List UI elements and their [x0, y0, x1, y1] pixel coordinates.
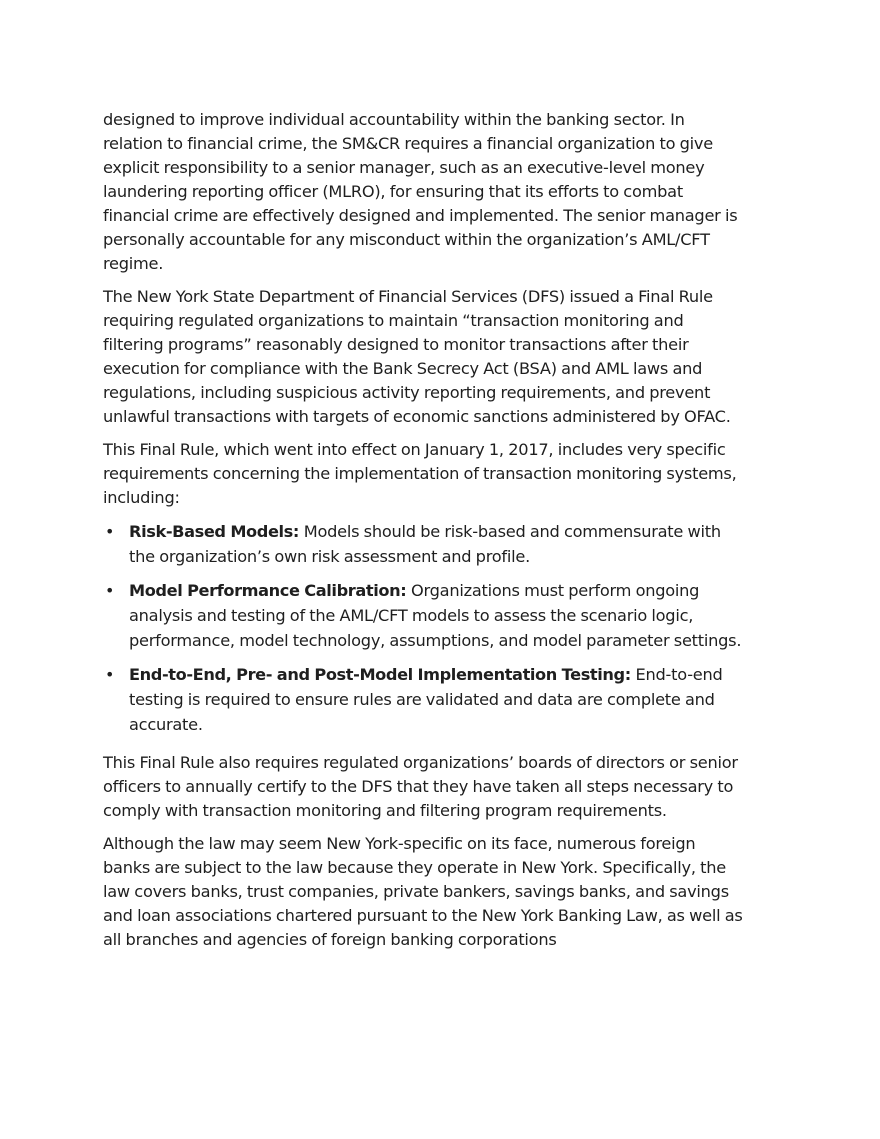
list-item-text: Organizations must perform ongoing analysis and testing of the AML/CFT models to assess the scenario logic, performance, model technology, assumptions, and model parameter settings. [129, 581, 742, 650]
paragraph-foreign-banks: Although the law may seem New York-specific on its face, numerous foreign banks are subject to the law because they operate in New York. Specifically, the law covers banks, trust companies, private bankers, savings banks, and savings and loan associations chartered pursuant to the New York Banking Law, as well as all branches and agencies of foreign banking corporations [103, 834, 743, 949]
list-item-model-performance-calibration [103, 578, 743, 653]
list-item-text: End-to-end testing is required to ensure rules are validated and data are complete and accurate. [129, 665, 723, 734]
bullet-icon: • [105, 665, 115, 684]
list-item-term: End-to-End, Pre- and Post-Model Implementation Testing: [129, 665, 636, 684]
requirements-list [103, 519, 743, 737]
document-page [103, 108, 743, 961]
bullet-icon: • [105, 522, 115, 541]
bullet-icon: • [105, 581, 115, 600]
paragraph-board-certification: This Final Rule also requires regulated organizations’ boards of directors or senior officers to annually certify to the DFS that they have taken all steps necessary to comply with transaction monitoring and filtering program requirements. [103, 753, 738, 820]
list-item-term: Risk-Based Models: [129, 522, 304, 541]
paragraph-dfs-final-rule: The New York State Department of Financial Services (DFS) issued a Final Rule requiring regulated organizations to maintain “transaction monitoring and filtering programs” reasonably designed to monitor transactions after their execution for compliance with the Bank Secrecy Act (BSA) and AML laws and regulations, including suspicious activity reporting requirements, and prevent unlawful transactions with targets of economic sanctions administered by OFAC. [103, 287, 731, 426]
paragraph-effective-date: This Final Rule, which went into effect on January 1, 2017, includes very specific requirements concerning the implementation of transaction monitoring systems, including: [103, 440, 737, 507]
list-item-end-to-end-testing [103, 662, 743, 737]
paragraph-sm-cr: designed to improve individual accountability within the banking sector. In relation to financial crime, the SM&CR requires a financial organization to give explicit responsibility to a senior manager, such as an executive-level money laundering reporting officer (MLRO), for ensuring that its efforts to combat financial crime are effectively designed and implemented. The senior manager is personally accountable for any misconduct within the organization’s AML/CFT regime. [103, 110, 738, 273]
list-item-risk-based-models [103, 519, 743, 569]
list-item-text: Models should be risk-based and commensurate with the organization’s own risk assessment and profile. [129, 522, 721, 566]
list-item-term: Model Performance Calibration: [129, 581, 412, 600]
